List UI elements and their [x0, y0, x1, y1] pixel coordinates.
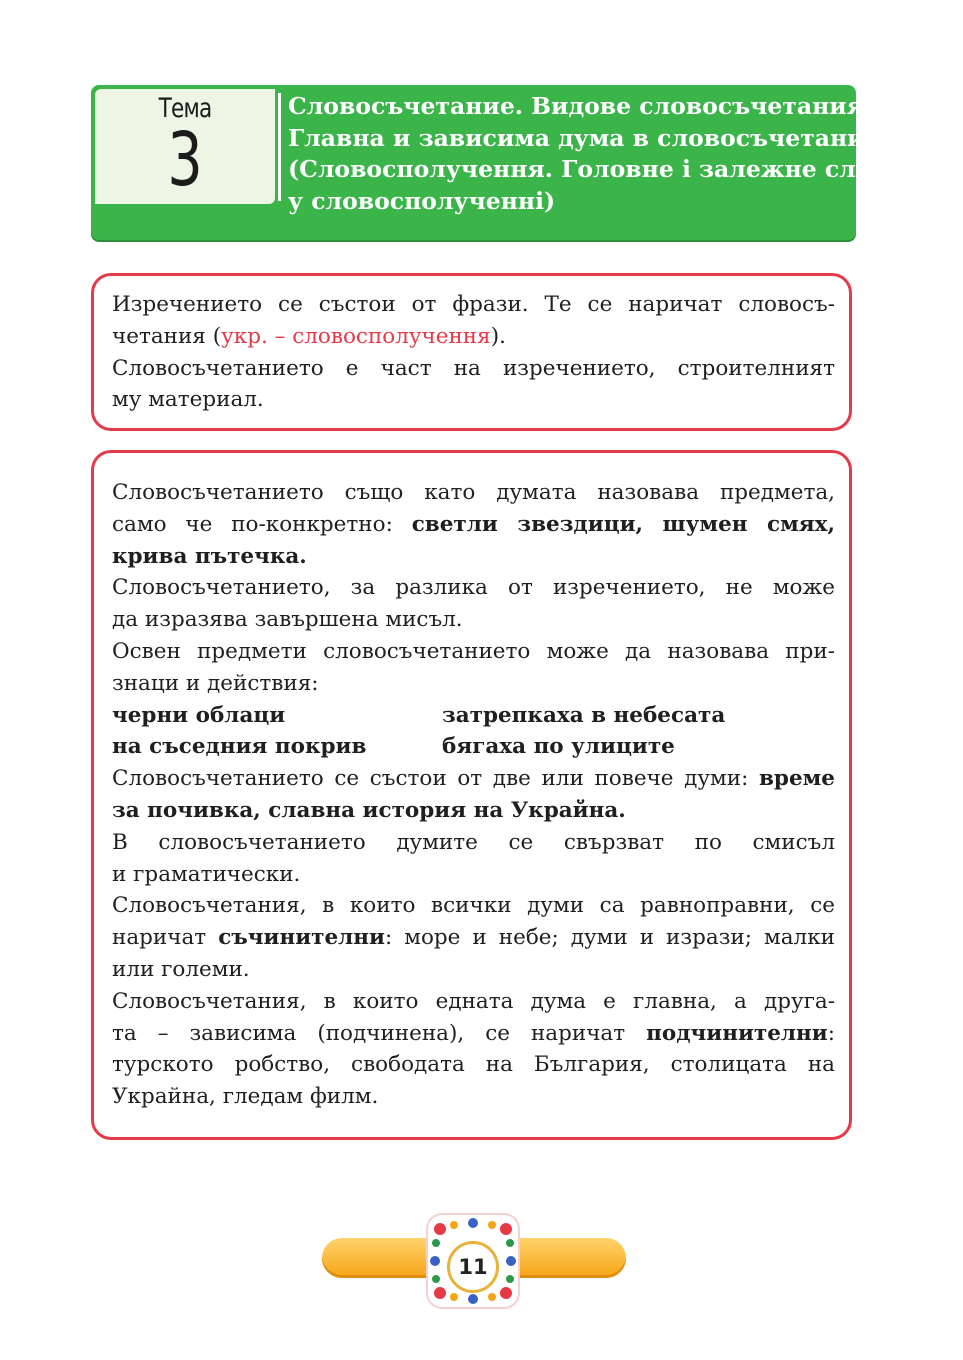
rules-text [112, 477, 835, 1113]
example-cell: на съседния покрив [112, 734, 367, 760]
text-line [112, 795, 835, 827]
text-fragment: ). [490, 323, 506, 349]
text-line [112, 922, 835, 954]
text-line [112, 509, 835, 541]
definition-text [112, 289, 835, 416]
text-fragment: наричат [112, 925, 219, 951]
term-bold: подчинителни [646, 1020, 828, 1046]
text-line: Словосъчетанието е част на изречението, строителният [112, 355, 835, 381]
text-line: Словосъчетанието също като думата назовава предмета, [112, 480, 835, 505]
text-line: му материал. [112, 387, 264, 413]
topic-divider [278, 93, 281, 201]
example-cell: черни облаци [112, 702, 286, 728]
example-bold: светли звездици, шумен смях, [411, 511, 835, 537]
example-bold: време [758, 766, 835, 792]
text-line [112, 321, 835, 353]
topic-number: 3 [167, 117, 203, 203]
text-line [112, 541, 835, 573]
example-cell: затрепкаха в небесата [442, 702, 726, 728]
text-line: Изречението се състои от фрази. Те се наричат словосъ- [112, 292, 835, 317]
example-bold: за почивка, славна история на Украйна. [112, 797, 626, 823]
text-line [112, 1018, 835, 1050]
text-fragment: та – зависима (подчинена), се наричат [112, 1020, 647, 1046]
text-line: или големи. [112, 956, 250, 982]
topic-title-line: Словосъчетание. Видове словосъчетания. [288, 92, 873, 120]
text-line: да изразява завършена мисъл. [112, 607, 463, 633]
term-bold: съчинителни [218, 925, 385, 951]
text-line: и граматически. [112, 861, 301, 887]
topic-badge [95, 89, 275, 204]
example-row [112, 700, 835, 732]
topic-title-line: (Словосполучення. Головне і залежне слово [288, 155, 904, 183]
text-line: Освен предмети словосъчетанието може да назовава при- [112, 638, 835, 664]
text-line: знаци и действия: [112, 670, 319, 696]
example-cell: бягаха по улиците [442, 734, 675, 760]
text-line [112, 763, 835, 795]
text-line: Украйна, гледам филм. [112, 1084, 379, 1110]
text-fragment: Словосъчетанието се състои от две или повече думи: [112, 766, 759, 792]
text-line: Словосъчетания, в които всички думи са равноправни, се [112, 893, 835, 919]
text-line: турското робство, свободата на България, столицата на [112, 1052, 835, 1078]
topic-label: Тема [158, 93, 212, 124]
example-bold: крива пътечка. [112, 543, 307, 569]
text-fragment: : [827, 1020, 835, 1046]
text-fragment: само че по-конкретно: [112, 511, 412, 537]
text-fragment: : море и небе; думи и изрази; малки [384, 925, 835, 951]
page-number: 11 [447, 1241, 499, 1293]
translation-note: укр. – словосполучення [221, 323, 491, 349]
example-row [112, 731, 835, 763]
text-line: Словосъчетания, в които едната дума е главна, а друга- [112, 988, 835, 1014]
text-fragment: четания ( [112, 323, 222, 349]
topic-title [288, 91, 910, 217]
topic-title-line: Главна и зависима дума в словосъчетанието [288, 123, 910, 152]
text-line: В словосъчетанието думите се свързват по смисъл [112, 829, 835, 855]
topic-header [91, 85, 910, 240]
text-line: Словосъчетанието, за разлика от изречението, не може [112, 575, 835, 601]
topic-title-line: у словосполученні) [288, 186, 556, 215]
